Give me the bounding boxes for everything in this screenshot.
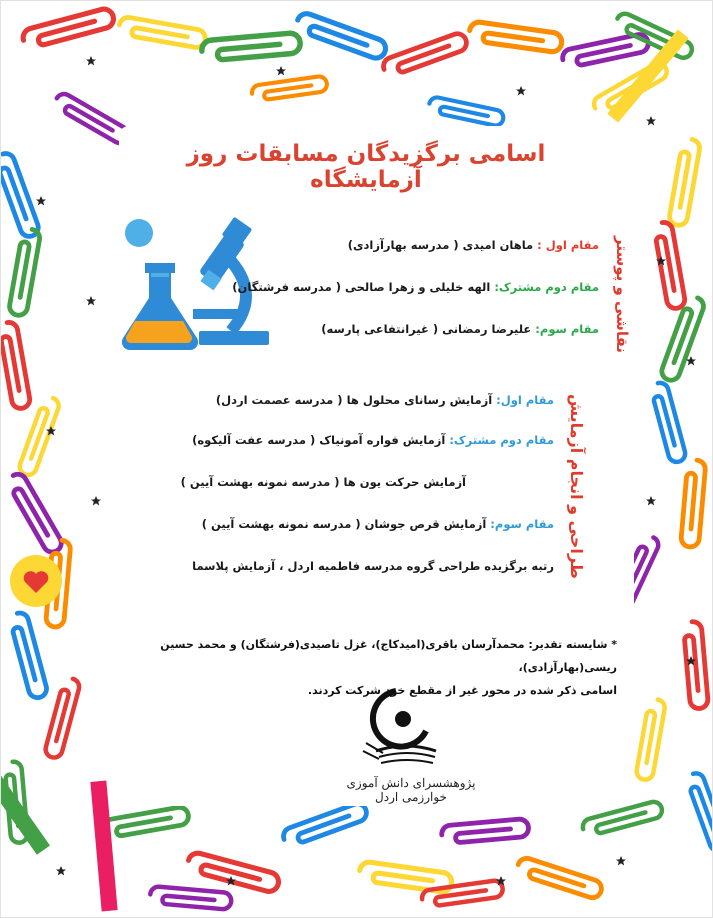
entry-text: رتبه برگزیده طراحی گروه مدرسه فاطمیه اردل ، آزمایش پلاسما bbox=[192, 559, 554, 573]
section1-entry-2 bbox=[232, 280, 599, 294]
section1-entry-3 bbox=[321, 322, 599, 336]
entry-text: علیرضا رمضانی ( غیرانتفاعی پارسه) bbox=[321, 322, 536, 336]
entry-text: آزمایش رسانای محلول ها ( مدرسه عصمت اردل) bbox=[215, 393, 497, 407]
honorable-mention-note bbox=[97, 633, 617, 702]
organization-signature: پژوهشسرای دانش آموزی خوارزمی اردل bbox=[346, 776, 476, 804]
entry-text: آزمایش حرکت یون ها ( مدرسه نمونه بهشت آیین ) bbox=[180, 475, 466, 489]
entry-text: آزمایش قرص جوشان ( مدرسه نمونه بهشت آیین ) bbox=[201, 517, 491, 531]
note-line-1: * شایسته تقدیر: محمدآرسان باقری(امیدکاج)، غزل تاصیدی(فرشتگان) و محمد حسین ریسی(بهارآزادی)، bbox=[160, 638, 617, 674]
entry-text: الهه خلیلی و زهرا صالحی ( مدرسه فرشتگان) bbox=[232, 280, 495, 294]
place-label: مقام اول : bbox=[537, 238, 599, 252]
section-label-painting-poster: نقاشی و پوستر bbox=[613, 236, 631, 353]
place-label: مقام اول: bbox=[496, 393, 554, 407]
section-label-experiment: طراحی و انجام آزمایش bbox=[567, 394, 586, 579]
section2-entry-1 bbox=[216, 393, 554, 407]
page-title: اسامی برگزیدگان مسابقات روز آزمایشگاه bbox=[186, 141, 546, 193]
section2-entry-2 bbox=[192, 433, 554, 447]
entry-text: آزمایش فواره آمونیاک ( مدرسه عفت آلیکوه) bbox=[192, 433, 450, 447]
place-label: مقام سوم: bbox=[535, 322, 599, 336]
section2-entry-3 bbox=[181, 475, 466, 489]
section2-entry-5 bbox=[192, 559, 554, 573]
section2-entry-4 bbox=[202, 517, 554, 531]
book-emblem-logo bbox=[361, 681, 451, 771]
place-label: مقام دوم مشترک: bbox=[494, 280, 599, 294]
entry-text: ماهان امیدی ( مدرسه بهارآزادی) bbox=[347, 238, 538, 252]
place-label: مقام دوم مشترک: bbox=[449, 433, 554, 447]
section1-entry-1 bbox=[348, 238, 599, 252]
note-line-2: اسامی ذکر شده در محور غیر از مقطع خود شرکت کردند. bbox=[307, 684, 617, 697]
place-label: مقام سوم: bbox=[490, 517, 554, 531]
